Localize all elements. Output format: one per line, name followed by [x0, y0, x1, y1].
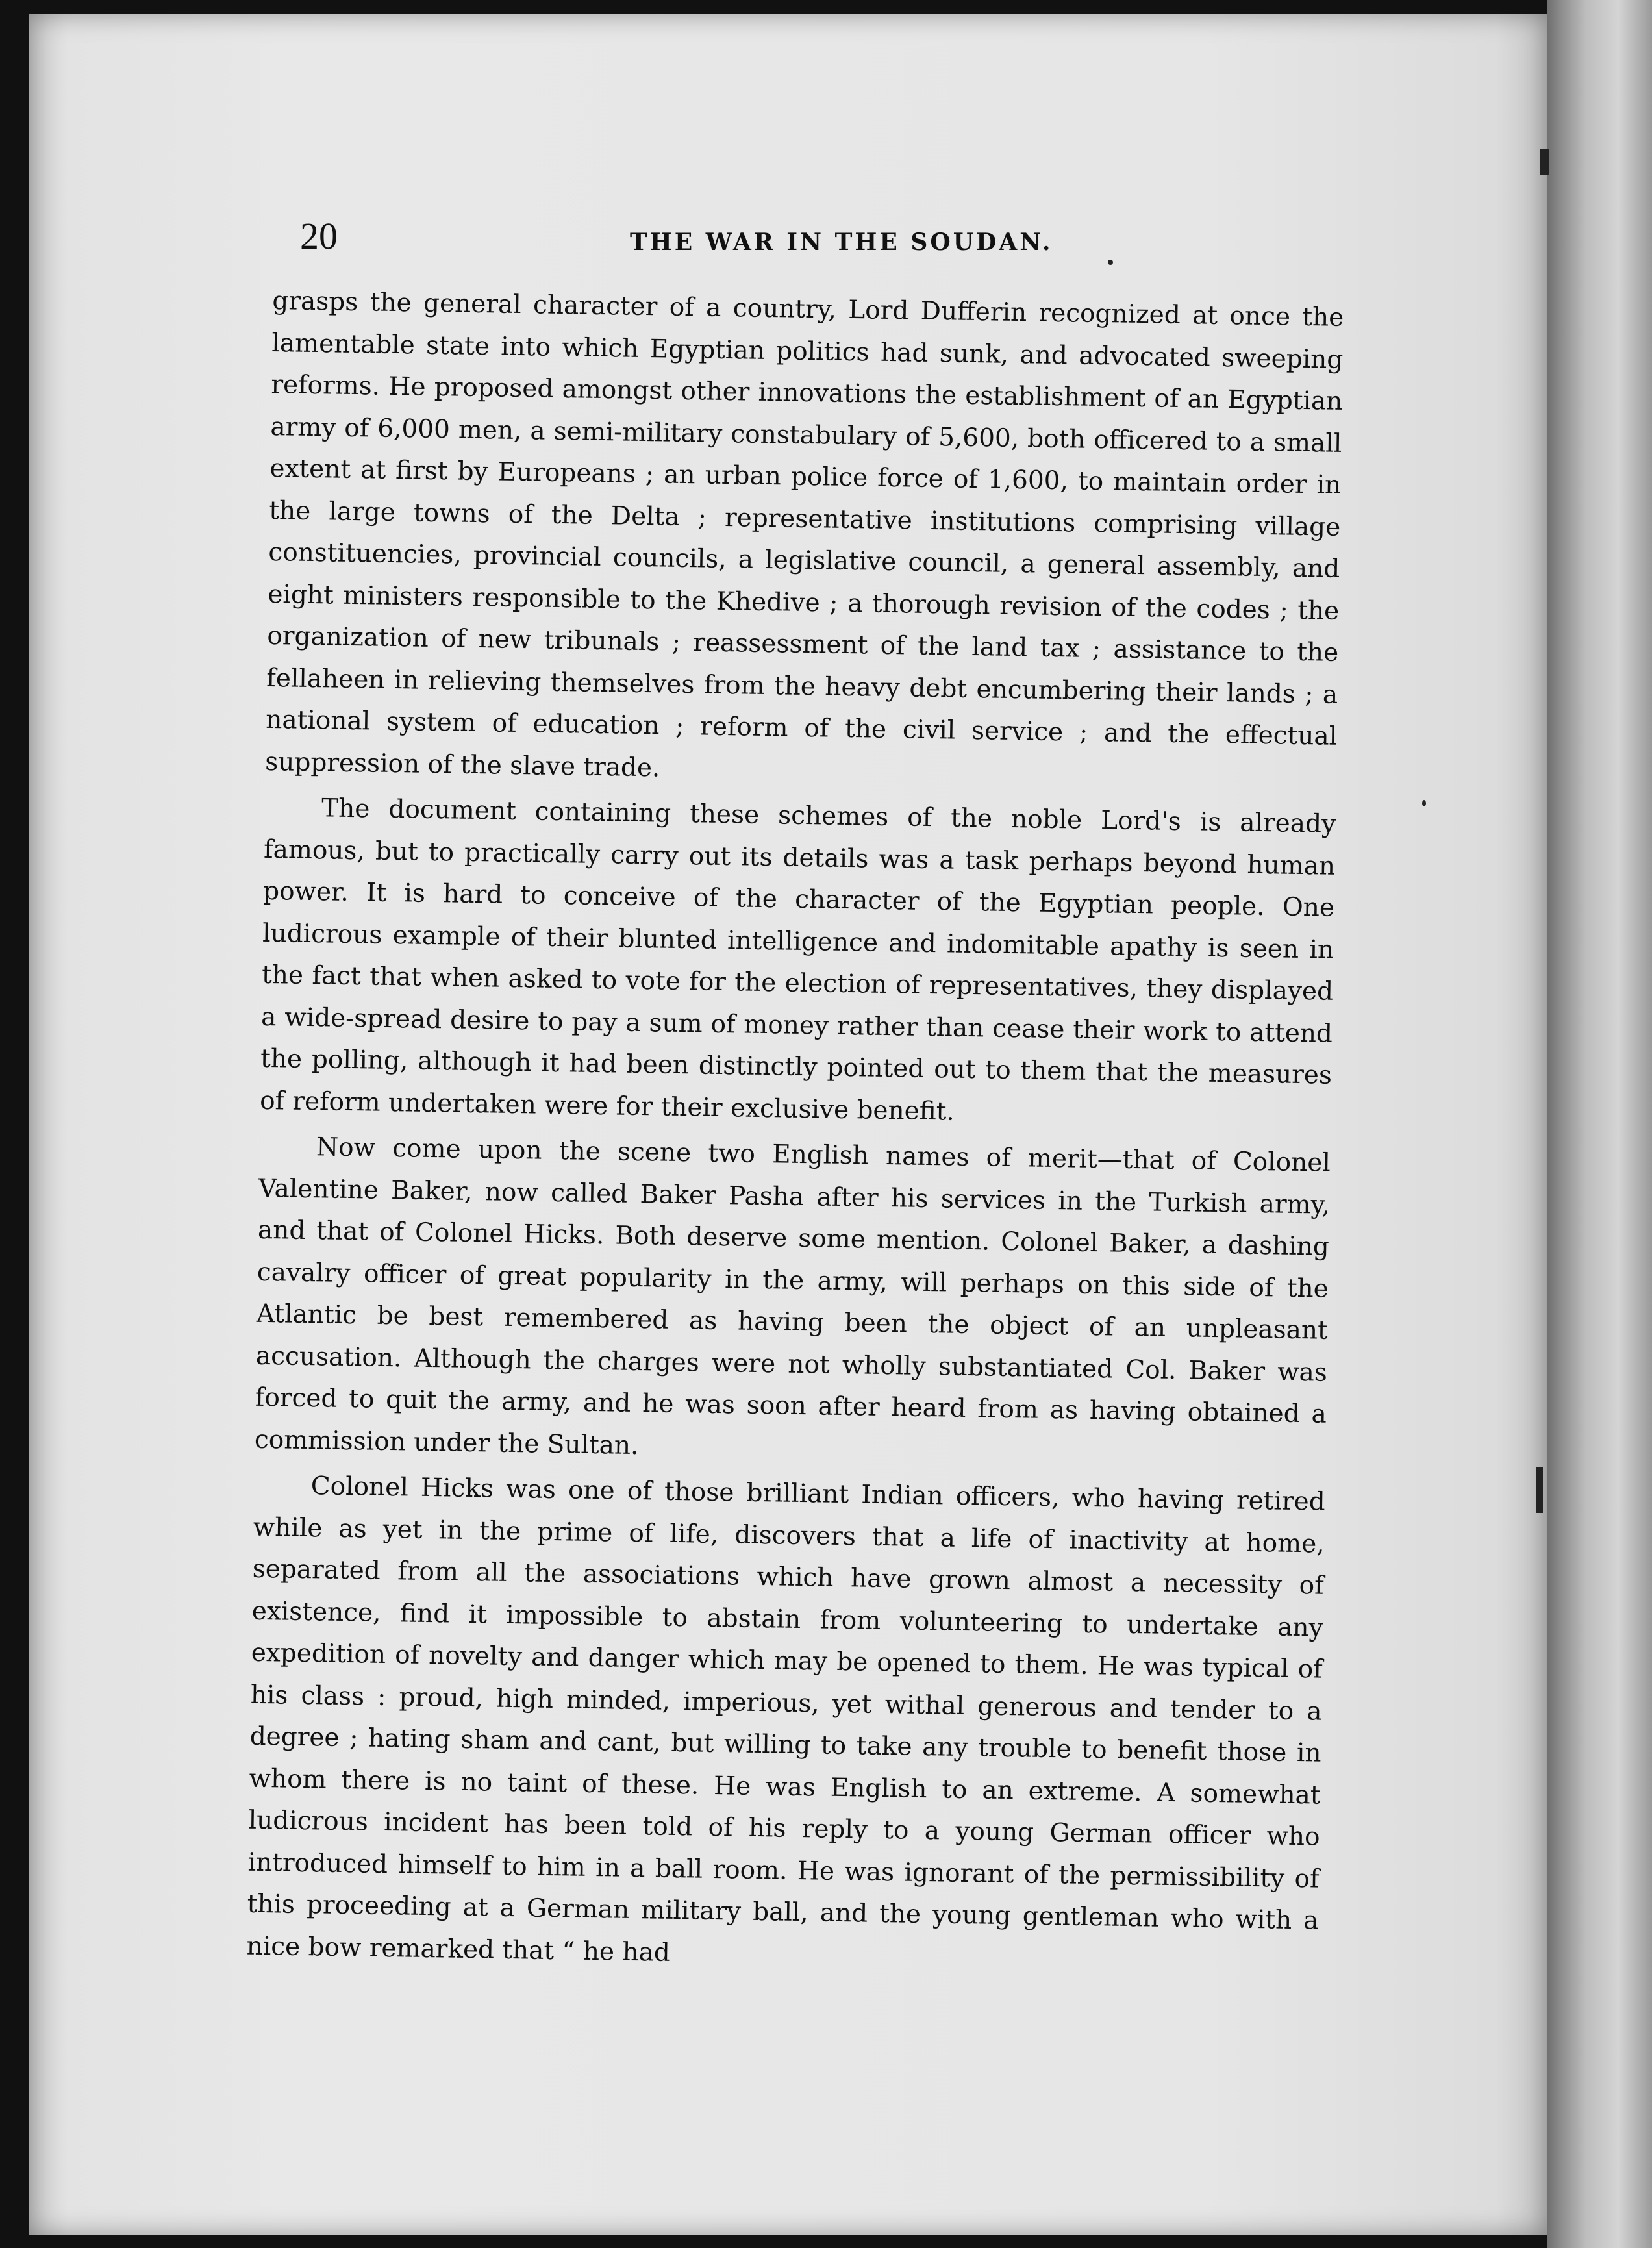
ink-speck	[1108, 260, 1113, 265]
running-head: THE WAR IN THE SOUDAN.	[630, 229, 1053, 256]
paragraph: Now come upon the scene two English names of merit—that of Colonel Valentine Baker, now called Baker Pasha after his services in the Turkish army, and that of Colonel Hicks. Both deserve some mention. Colonel Baker, a dashing cavalry officer of great popularity in the army, will perhaps on this side of the Atlantic be best remembered as having been the object of an unpleasant accusation. Although the charges were not wholly substantiated Col. Baker was forced to quit the army, and he was soon after heard from as having obtained a commission under the Sultan.	[254, 1132, 1331, 1460]
book-spine-edge	[1547, 0, 1652, 2248]
ink-speck	[1422, 800, 1426, 806]
spine-mark	[1540, 149, 1549, 175]
paragraph: The document containing these schemes of the noble Lord's is already famous, but to practically carry out its details was a task perhaps beyond human power. It is hard to conceive of the character of the Egyptian people. One ludicrous example of their blunted intelligence and indomitable apathy is seen in the fact that when asked to vote for the election of representatives, they displayed a wide-spread desire to pay a sum of money rather than cease their work to attend the polling, although it had been distinctly pointed out to them that the measures of reform undertaken were for their exclusive benefit.	[259, 793, 1336, 1127]
page-number: 20	[300, 215, 338, 257]
paragraph: Colonel Hicks was one of those brilliant Indian officers, who having retired while as yet in the prime of life, discovers that a life of inactivity at home, separated from all the associations which have grown almost a necessity of existence, find it impossible to abstain from volunteering to undertake any expedition of novelty and danger which may be opened to them. He was typical of his class : proud, high minded, imperious, yet withal generous and tender to a degree ; hating sham and cant, but willing to take any trouble to benefit those in whom there is no taint of these. He was English to an extreme. A somewhat ludicrous incident has been told of his reply to a young German officer who introduced himself to him in a ball room. He was ignorant of the permissibility of this proceeding at a German military ball, and the young gentleman who with a nice bow remarked that “ he had	[246, 1471, 1326, 1967]
body-text	[246, 281, 1344, 1984]
paragraph: grasps the general character of a country, Lord Dufferin recognized at once the lamentable state into which Egyptian politics had sunk, and advocated sweeping reforms. He proposed amongst other innovations the establishment of an Egyptian army of 6,000 men, a semi-military constabulary of 5,600, both officered to a small extent at first by Europeans ; an urban police force of 1,600, to maintain order in the large towns of the Delta ; representative institutions comprising village constituencies, provincial councils, a legislative council, a general assembly, and eight ministers responsible to the Khedive ; a thorough revision of the codes ; the organization of new tribunals ; reassessment of the land tax ; assistance to the fellaheen in relieving themselves from the heavy debt encumbering their lands ; a national system of education ; reform of the civil service ; and the effectual suppression of the slave trade.	[265, 286, 1344, 782]
spine-mark	[1536, 1467, 1543, 1513]
